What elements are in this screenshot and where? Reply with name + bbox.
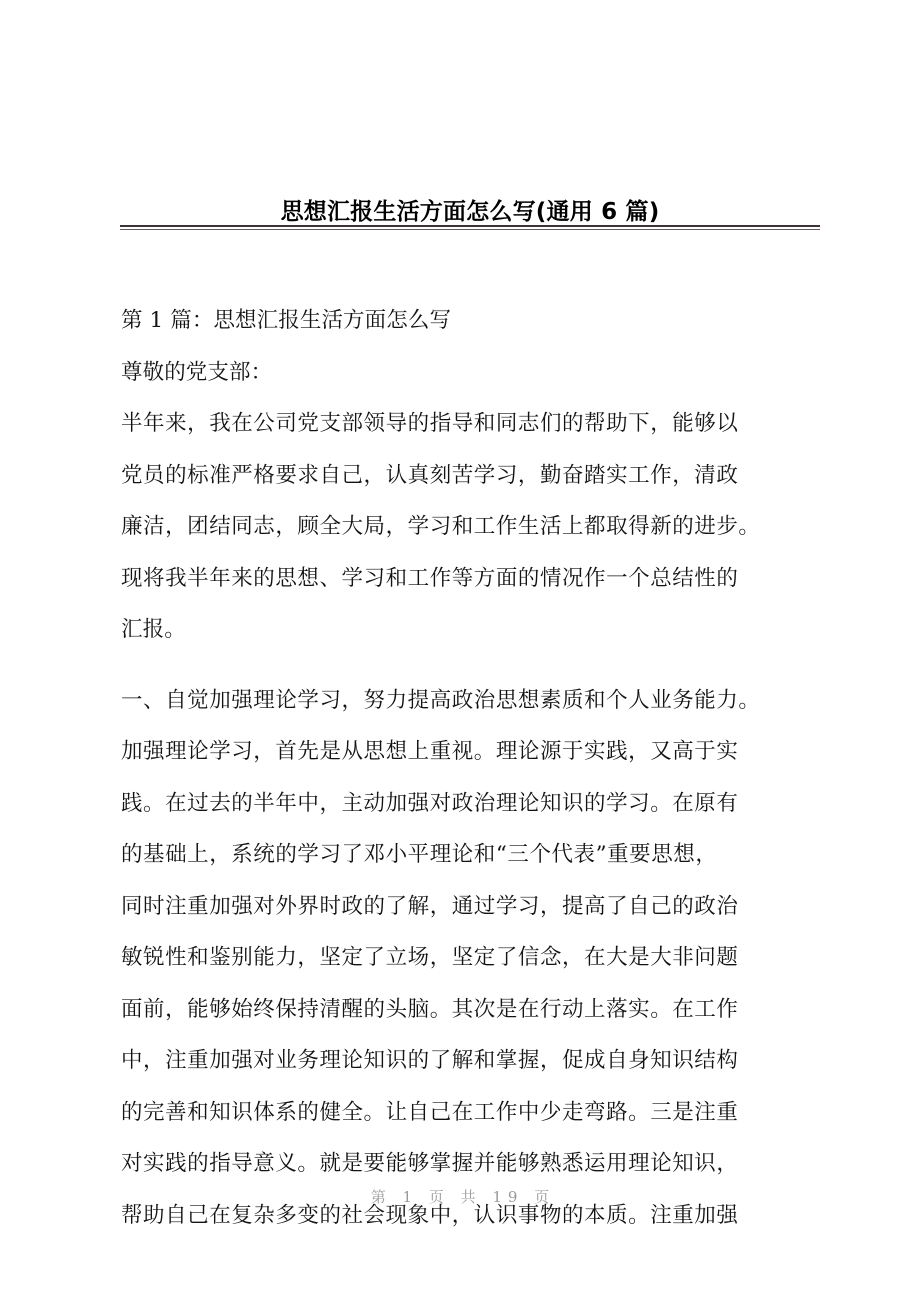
- paragraph-line: 面前，能够始终保持清醒的头脑。其次是在行动上落实。在工作: [121, 996, 739, 1022]
- title-divider-thin-line: [120, 229, 820, 230]
- section-heading: 第 1 篇：思想汇报生活方面怎么写: [121, 308, 452, 333]
- paragraph-line: 汇报。: [121, 617, 186, 642]
- paragraph-line: 半年来，我在公司党支部领导的指导和同志们的帮助下，能够以: [121, 411, 739, 436]
- title-divider-thick-line: [120, 225, 820, 227]
- title-divider: [120, 225, 820, 230]
- paragraph-line: 的完善和知识体系的健全。让自己在工作中少走弯路。三是注重: [121, 1099, 739, 1125]
- paragraph-line: 的基础上，系统的学习了邓小平理论和“三个代表”重要思想，: [121, 842, 718, 867]
- paragraph-line: 加强理论学习，首先是从思想上重视。理论源于实践，又高于实: [121, 739, 739, 764]
- paragraph-line: 廉洁，团结同志，顾全大局，学习和工作生活上都取得新的进步。: [121, 514, 761, 539]
- paragraph-line: 党员的标准严格要求自己，认真刻苦学习，勤奋踏实工作，清政: [121, 462, 739, 488]
- page-title: 思想汇报生活方面怎么写(通用 6 篇): [280, 199, 660, 226]
- salutation: 尊敬的党支部：: [121, 359, 273, 385]
- paragraph-line: 帮助自己在复杂多变的社会现象中，认识事物的本质。注重加强: [121, 1202, 739, 1228]
- page-footer: 第 1 页 共 19 页: [370, 1188, 556, 1206]
- paragraph-line: 敏锐性和鉴别能力，坚定了立场，坚定了信念，在大是大非问题: [121, 945, 739, 970]
- document-body: [121, 295, 821, 1241]
- paragraph-line: 践。在过去的半年中，主动加强对政治理论知识的学习。在原有: [121, 790, 739, 816]
- paragraph-line: 同时注重加强对外界时政的了解，通过学习，提高了自己的政治: [121, 893, 739, 919]
- paragraph-line: 中，注重加强对业务理论知识的了解和掌握，促成自身知识结构: [121, 1048, 739, 1073]
- paragraph-line: 对实践的指导意义。就是要能够掌握并能够熟悉运用理论知识，: [121, 1151, 739, 1176]
- paragraph-line: 一、自觉加强理论学习，努力提高政治思想素质和个人业务能力。: [121, 687, 761, 713]
- paragraph-line: 现将我半年来的思想、学习和工作等方面的情况作一个总结性的: [121, 565, 739, 591]
